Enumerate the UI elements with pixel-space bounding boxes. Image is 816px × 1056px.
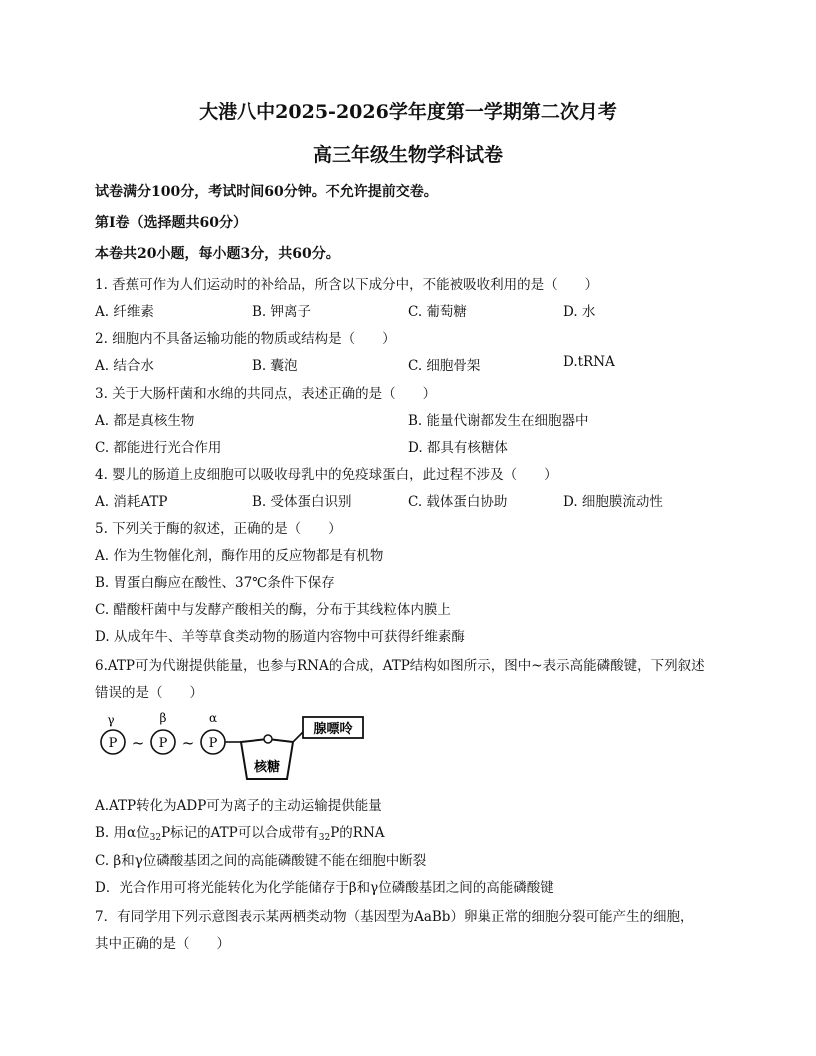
q1-stem: 1. 香蕉可作为人们运动时的补给品，所含以下成分中，不能被吸收利用的是（ ） [95, 277, 599, 293]
q7-stem-line2: 其中正确的是（ ） [95, 936, 230, 952]
glycosidic-bond-line [293, 732, 303, 742]
q3-option-a: A. 都是真核生物 [95, 413, 195, 429]
q5-option-c: C. 醋酸杆菌中与发酵产酸相关的酶，分布于其线粒体内膜上 [95, 602, 451, 618]
ring-oxygen [264, 735, 272, 743]
q2-option-b: B. 囊泡 [252, 358, 298, 374]
q2-option-a: A. 结合水 [95, 358, 154, 374]
q5-stem: 5. 下列关于酶的叙述，正确的是（ ） [95, 521, 342, 537]
q6-option-a: A.ATP转化为ADP可为离子的主动运输提供能量 [95, 798, 382, 814]
q2-option-d: D.tRNA [563, 354, 615, 370]
q1-option-c: C. 葡萄糖 [408, 304, 467, 320]
q6-option-b-sub1: 32 [149, 833, 162, 843]
q2-option-c: C. 细胞骨架 [408, 358, 481, 374]
exam-title: 大港八中2025-2026学年度第一学期第二次月考 [199, 101, 617, 123]
q1-option-b: B. 钾离子 [252, 304, 312, 320]
q3-option-c: C. 都能进行光合作用 [95, 440, 222, 456]
adenine-label: 腺嘌呤 [313, 722, 353, 737]
phosphate-gamma [101, 730, 125, 754]
q2-stem: 2. 细胞内不具备运输功能的物质或结构是（ ） [95, 331, 396, 347]
phosphate-alpha-label: P [208, 736, 218, 751]
q6-option-b-suffix: P的RNA [330, 825, 385, 841]
q7-stem-line1: 7．有同学用下列示意图表示某两栖类动物（基因型为AaBb）卵巢正常的细胞分裂可能产生的细胞， [95, 909, 694, 925]
phosphate-gamma-label: P [108, 736, 118, 751]
atp-structure-diagram [96, 708, 371, 788]
q4-option-c: C. 载体蛋白协助 [408, 494, 508, 510]
ribose-label: 核糖 [253, 760, 281, 775]
phosphate-beta-label: P [158, 736, 168, 751]
q3-option-b: B. 能量代谢都发生在细胞器中 [408, 413, 589, 429]
section-note: 本卷共20小题，每小题3分，共60分。 [95, 246, 340, 262]
phosphate-beta [151, 730, 175, 754]
beta-label: β [159, 711, 167, 725]
section-heading: 第Ⅰ卷（选择题共60分） [95, 215, 248, 231]
q6-stem-line2: 错误的是（ ） [95, 685, 203, 701]
phosphate-alpha [201, 730, 225, 754]
q4-option-a: A. 消耗ATP [95, 494, 168, 510]
q5-option-b: B. 胃蛋白酶应在酸性、37℃条件下保存 [95, 575, 335, 591]
high-energy-bond-2: ~ [181, 734, 195, 752]
q1-option-a: A. 纤维素 [95, 304, 154, 320]
q6-option-d: D．光合作用可将光能转化为化学能储存于β和γ位磷酸基团之间的高能磷酸键 [95, 880, 554, 896]
gamma-label: γ [107, 713, 115, 727]
q3-option-d: D. 都具有核糖体 [408, 440, 508, 456]
q5-option-d: D. 从成年牛、羊等草食类动物的肠道内容物中可获得纤维素酶 [95, 629, 465, 645]
q6-option-b [95, 821, 385, 843]
q4-stem: 4. 婴儿的肠道上皮细胞可以吸收母乳中的免疫球蛋白，此过程不涉及（ ） [95, 467, 558, 483]
q6-option-b-middle: P标记的ATP可以合成带有 [161, 825, 319, 841]
alpha-label: α [208, 711, 218, 725]
q3-stem: 3. 关于大肠杆菌和水绵的共同点，表述正确的是（ ） [95, 386, 437, 402]
q6-option-b-sub2: 32 [318, 833, 331, 843]
q4-option-b: B. 受体蛋白识别 [252, 494, 352, 510]
q1-option-d: D. 水 [563, 304, 596, 320]
q6-option-b-prefix: B. 用α位 [95, 825, 150, 841]
exam-subtitle: 高三年级生物学科试卷 [312, 144, 503, 166]
q4-option-d: D. 细胞膜流动性 [563, 494, 663, 510]
time-note: 试卷满分100分，考试时间60分钟。不允许提前交卷。 [95, 184, 438, 200]
q6-option-c: C. β和γ位磷酸基团之间的高能磷酸键不能在细胞中断裂 [95, 853, 427, 869]
high-energy-bond-1: ~ [131, 734, 145, 752]
q5-option-a: A. 作为生物催化剂，酶作用的反应物都是有机物 [95, 548, 384, 564]
q6-stem-line1: 6.ATP可为代谢提供能量，也参与RNA的合成，ATP结构如图所示，图中~表示高能磷酸键，下列叙述 [95, 658, 705, 674]
